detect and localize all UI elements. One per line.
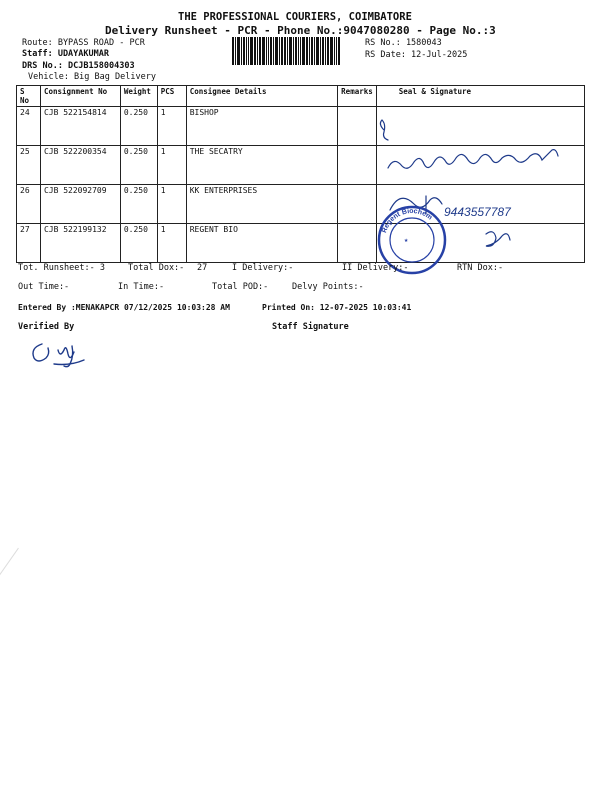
printed-on: Printed On: 12-07-2025 10:03:41 [262,303,412,312]
cell-consignee: BISHOP [186,107,337,146]
i-delivery: I Delivery:- [232,263,294,273]
cell-weight: 0.250 [120,146,157,185]
header-sno: S No [17,86,41,107]
entered-by: Entered By :MENAKAPCR 07/12/2025 10:03:28 AM [18,303,230,312]
svg-text:Regent Biochem: Regent Biochem [381,207,434,234]
cell-weight: 0.250 [120,185,157,224]
delvy-points: Delvy Points:- [292,282,364,292]
header-remarks: Remarks [338,86,377,107]
drs-number: DRS No.: DCJB158004303 [22,61,135,71]
signature-cursive [388,150,558,169]
cell-sno: 26 [17,185,41,224]
cell-sno: 27 [17,224,41,263]
rs-date: RS Date: 12-Jul-2025 [365,50,468,60]
company-name: THE PROFESSIONAL COURIERS, COIMBATORE [178,11,412,23]
ii-delivery: II Delivery:- [342,263,409,273]
cell-sno: 24 [17,107,41,146]
cell-consignee: REGENT BIO [186,224,337,263]
vehicle-label: Vehicle: Big Bag Delivery [28,72,156,82]
cell-weight: 0.250 [120,107,157,146]
header-consignee: Consignee Details [186,86,337,107]
total-dox-label: Total Dox:- [128,263,185,273]
header-seal: Seal & Signature [376,86,584,107]
tot-runsheet: Tot. Runsheet:- 3 [18,263,105,273]
cell-consignee: KK ENTERPRISES [186,185,337,224]
cell-consignment: CJB 522092709 [40,185,120,224]
scan-mark [0,548,52,612]
route-label: Route: BYPASS ROAD - PCR [22,38,145,48]
total-pod: Total POD:- [212,282,269,292]
cell-weight: 0.250 [120,224,157,263]
cell-pcs: 1 [157,146,186,185]
staff-label: Staff: UDAYAKUMAR [22,49,109,59]
staff-signature-label: Staff Signature [272,322,349,332]
signature-scribble [380,120,388,140]
runsheet-subtitle: Delivery Runsheet - PCR - Phone No.:9047080280 - Page No.:3 [105,24,496,37]
rs-number: RS No.: 1580043 [365,38,442,48]
cell-pcs: 1 [157,224,186,263]
in-time: In Time:- [118,282,165,292]
signature-row4 [486,232,510,247]
verifier-signature [28,336,98,372]
cell-consignment: CJB 522200354 [40,146,120,185]
cell-pcs: 1 [157,107,186,146]
header-weight: Weight [120,86,157,107]
svg-text:★: ★ [404,236,409,244]
cell-consignee: THE SECATRY [186,146,337,185]
verified-by: Verified By [18,322,75,332]
phone-handwritten: 9443557787 [444,205,511,219]
rtn-dox: RTN Dox:- [457,263,504,273]
header-pcs: PCS [157,86,186,107]
cell-consignment: CJB 522199132 [40,224,120,263]
total-dox-value: 27 [197,263,208,273]
cell-sno: 25 [17,146,41,185]
signature-stamp-overlay [370,100,585,280]
barcode-image [232,37,358,65]
cell-consignment: CJB 522154814 [40,107,120,146]
header-consignment: Consignment No [40,86,120,107]
out-time: Out Time:- [18,282,70,292]
cell-pcs: 1 [157,185,186,224]
